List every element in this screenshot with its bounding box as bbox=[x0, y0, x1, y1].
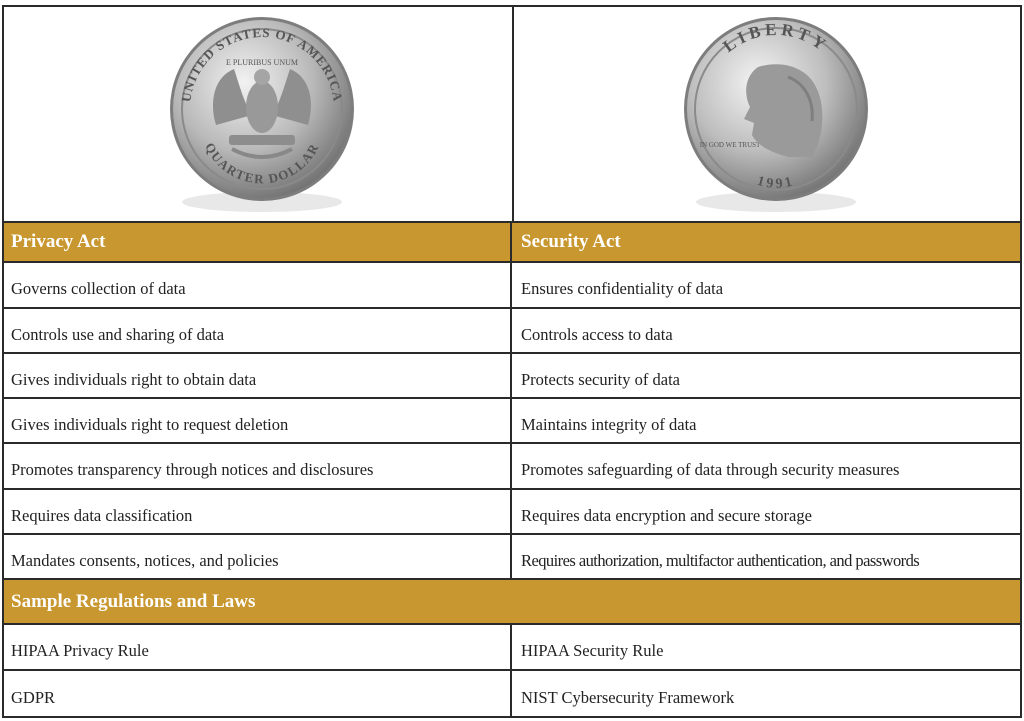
table-row bbox=[4, 671, 1020, 716]
privacy-cell: Gives individuals right to request deletion bbox=[4, 399, 512, 442]
svg-text:1991: 1991 bbox=[755, 173, 797, 192]
security-cell: Protects security of data bbox=[521, 369, 680, 389]
privacy-cell: Controls use and sharing of data bbox=[4, 309, 512, 352]
quarter-obverse-image bbox=[512, 7, 1024, 223]
table-row bbox=[4, 535, 1020, 580]
security-cell: Requires authorization, multifactor authentication, and passwords bbox=[521, 550, 920, 570]
svg-text:LIBERTY: LIBERTY bbox=[719, 19, 833, 56]
svg-text:UNITED STATES OF AMERICA: UNITED STATES OF AMERICA bbox=[178, 24, 346, 103]
table-row bbox=[4, 444, 1020, 490]
table-row bbox=[4, 399, 1020, 444]
security-cell: Promotes safeguarding of data through security measures bbox=[521, 460, 900, 479]
header-security-act: Security Act bbox=[521, 231, 621, 252]
security-cell: Controls access to data bbox=[521, 324, 673, 344]
privacy-cell: Gives individuals right to obtain data bbox=[4, 354, 512, 397]
quarter-reverse-image bbox=[4, 7, 512, 223]
privacy-regulation-cell: GDPR bbox=[4, 671, 512, 716]
section-title-sample-regulations: Sample Regulations and Laws bbox=[11, 590, 256, 612]
comparison-table bbox=[2, 5, 1022, 718]
section-header-row bbox=[4, 580, 1020, 625]
security-cell: Requires data encryption and secure storage bbox=[521, 505, 812, 525]
table-row bbox=[4, 490, 1020, 535]
privacy-cell: Promotes transparency through notices and disclosures bbox=[4, 444, 512, 488]
privacy-cell: Governs collection of data bbox=[4, 263, 512, 307]
table-row bbox=[4, 309, 1020, 354]
left-coin-cell bbox=[4, 7, 514, 223]
svg-text:QUARTER DOLLAR: QUARTER DOLLAR bbox=[202, 140, 322, 187]
security-cell: Maintains integrity of data bbox=[521, 414, 697, 434]
header-privacy-act: Privacy Act bbox=[4, 223, 512, 261]
privacy-cell: Requires data classification bbox=[4, 490, 512, 533]
right-coin-cell bbox=[512, 7, 1020, 223]
privacy-regulation-cell: HIPAA Privacy Rule bbox=[4, 625, 512, 669]
security-regulation-cell: NIST Cybersecurity Framework bbox=[521, 687, 735, 707]
table-row bbox=[4, 263, 1020, 309]
security-cell: Ensures confidentiality of data bbox=[521, 279, 724, 298]
svg-text:IN GOD WE TRUST: IN GOD WE TRUST bbox=[699, 141, 761, 149]
coin-image-row bbox=[4, 7, 1020, 223]
table-row bbox=[4, 625, 1020, 671]
svg-text:E PLURIBUS UNUM: E PLURIBUS UNUM bbox=[225, 58, 299, 67]
privacy-cell: Mandates consents, notices, and policies bbox=[4, 535, 512, 578]
header-row bbox=[4, 223, 1020, 263]
table-row bbox=[4, 354, 1020, 399]
security-regulation-cell: HIPAA Security Rule bbox=[521, 641, 664, 660]
